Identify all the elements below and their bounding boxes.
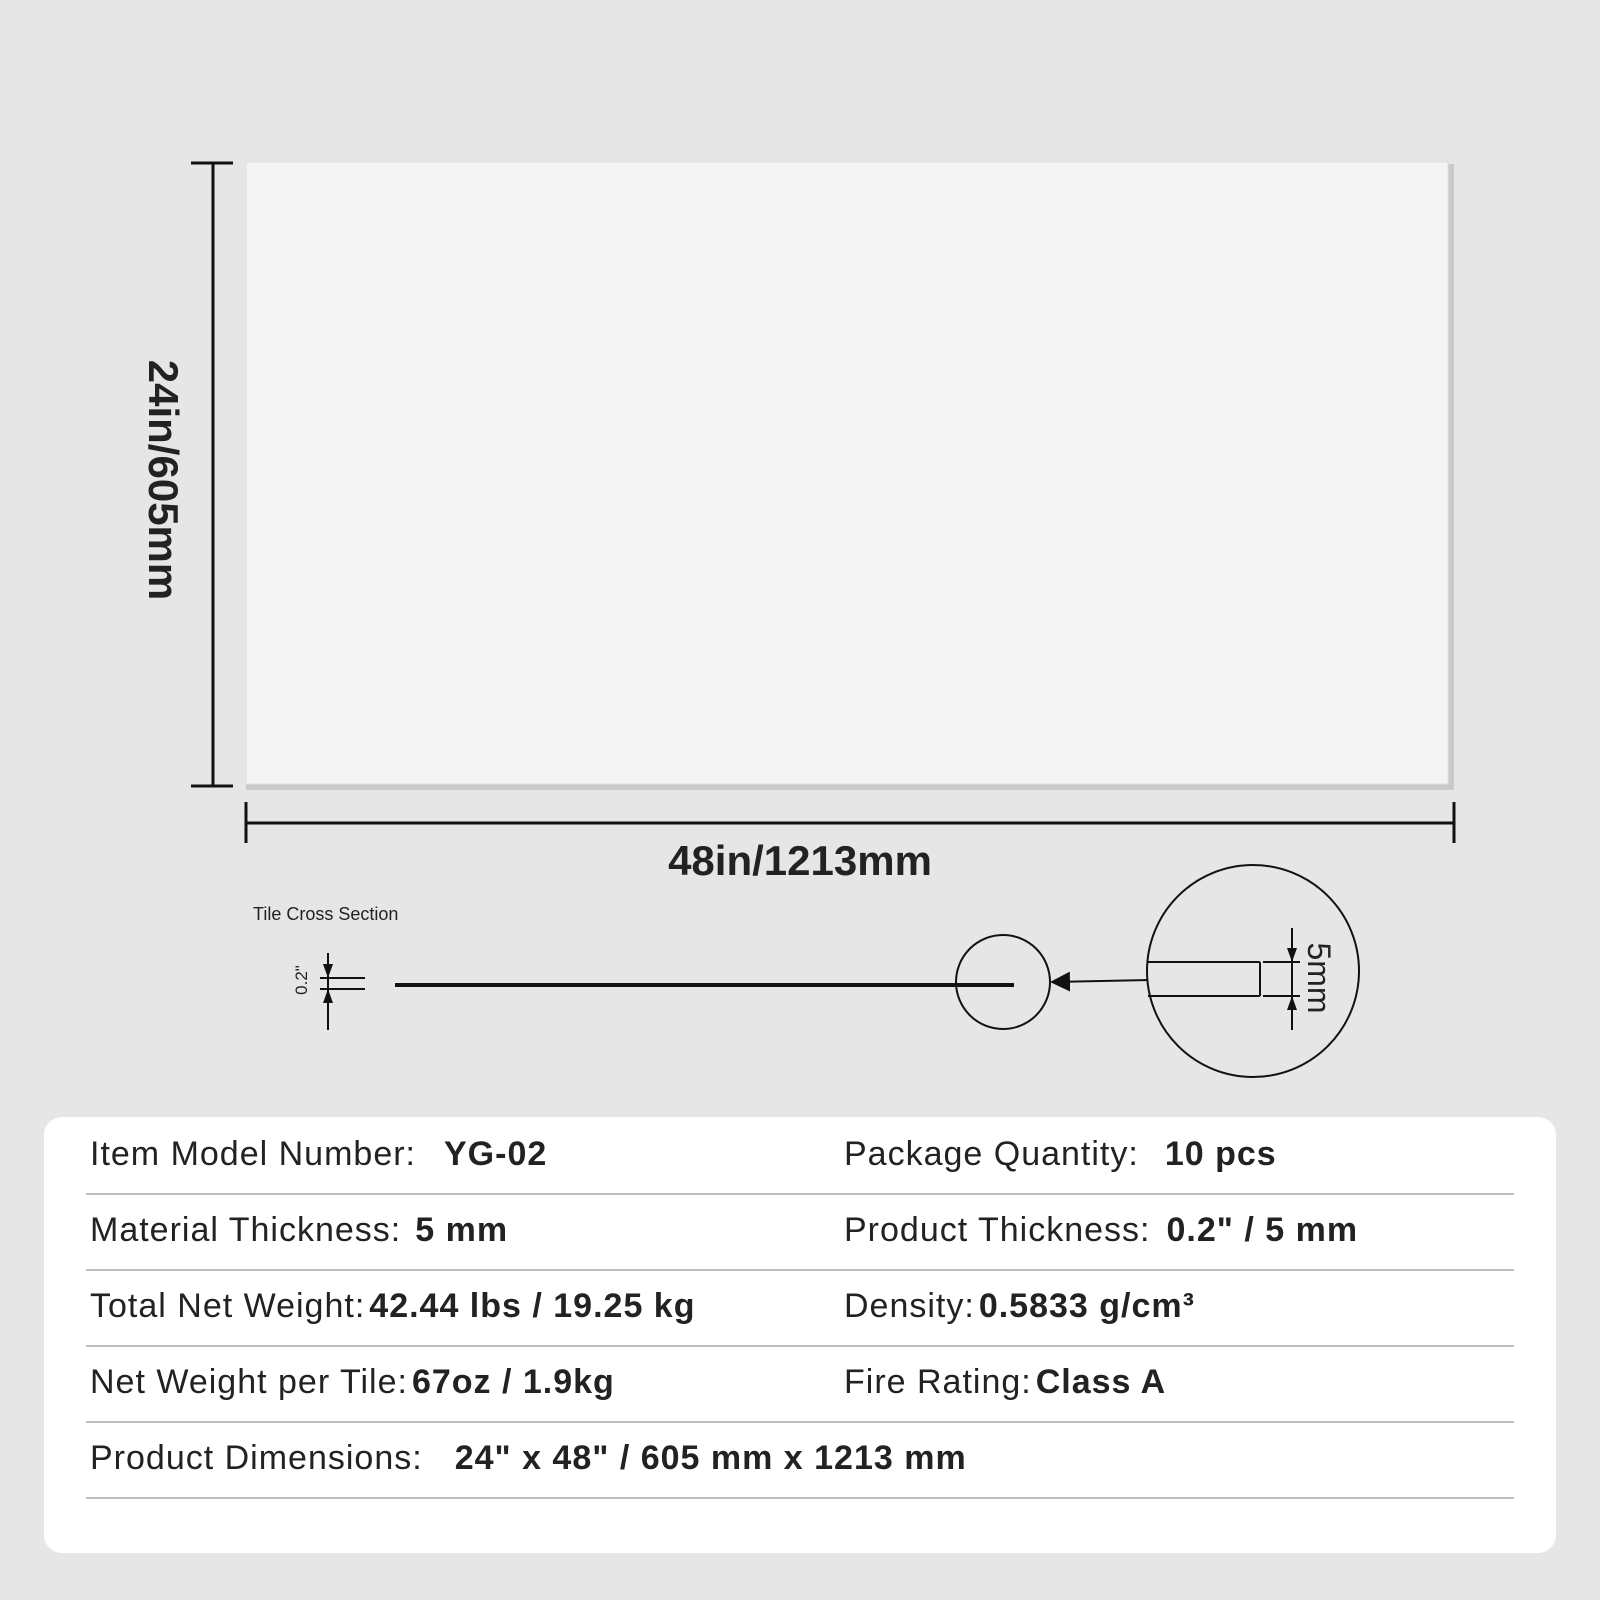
spec-label: Density: <box>844 1286 975 1325</box>
spec-item-model <box>90 1117 547 1191</box>
tile-panel <box>246 162 1448 784</box>
spec-row <box>86 1193 1514 1271</box>
spec-net-weight-per-tile <box>90 1345 615 1419</box>
cross-section-title: Tile Cross Section <box>253 904 399 924</box>
spec-material-thickness <box>90 1193 508 1267</box>
spec-value: 42.44 lbs / 19.25 kg <box>369 1286 696 1325</box>
height-label: 24in/605mm <box>140 359 187 601</box>
detail-arrow <box>1052 980 1148 982</box>
spec-fire-rating <box>844 1345 1166 1419</box>
spec-value: Class A <box>1035 1362 1167 1401</box>
spec-label: Product Dimensions: <box>90 1438 423 1477</box>
spec-row <box>86 1269 1514 1347</box>
spec-package-quantity <box>844 1117 1277 1191</box>
spec-total-net-weight <box>90 1269 695 1343</box>
spec-label: Material Thickness: <box>90 1210 402 1249</box>
spec-label: Net Weight per Tile: <box>90 1362 408 1401</box>
thickness-label: 0.2" <box>292 965 311 995</box>
spec-label: Package Quantity: <box>844 1134 1139 1173</box>
cross-section-small-circle <box>956 935 1050 1029</box>
specifications-card <box>44 1117 1556 1553</box>
thickness-marker <box>320 953 365 1030</box>
detail-thickness-label: 5mm <box>1301 942 1337 1014</box>
spec-product-dimensions <box>90 1421 967 1495</box>
spec-row <box>86 1117 1514 1195</box>
spec-value: 24" x 48" / 605 mm x 1213 mm <box>454 1438 967 1477</box>
detail-thickness-section <box>1148 928 1300 1030</box>
spec-product-thickness <box>844 1193 1358 1267</box>
spec-label: Item Model Number: <box>90 1134 416 1173</box>
spec-row <box>86 1345 1514 1423</box>
spec-label: Total Net Weight: <box>90 1286 366 1325</box>
width-label: 48in/1213mm <box>668 837 932 884</box>
spec-label: Product Thickness: <box>844 1210 1151 1249</box>
spec-value: 0.2" / 5 mm <box>1166 1210 1359 1249</box>
spec-label: Fire Rating: <box>844 1362 1032 1401</box>
spec-value: 67oz / 1.9kg <box>411 1362 615 1401</box>
spec-row <box>86 1421 1514 1499</box>
spec-value: 5 mm <box>415 1210 509 1249</box>
spec-density <box>844 1269 1195 1343</box>
spec-value: 10 pcs <box>1164 1134 1277 1173</box>
spec-value: 0.5833 g/cm³ <box>978 1286 1195 1325</box>
spec-value: YG-02 <box>444 1134 548 1173</box>
height-dimension-line <box>191 163 233 786</box>
